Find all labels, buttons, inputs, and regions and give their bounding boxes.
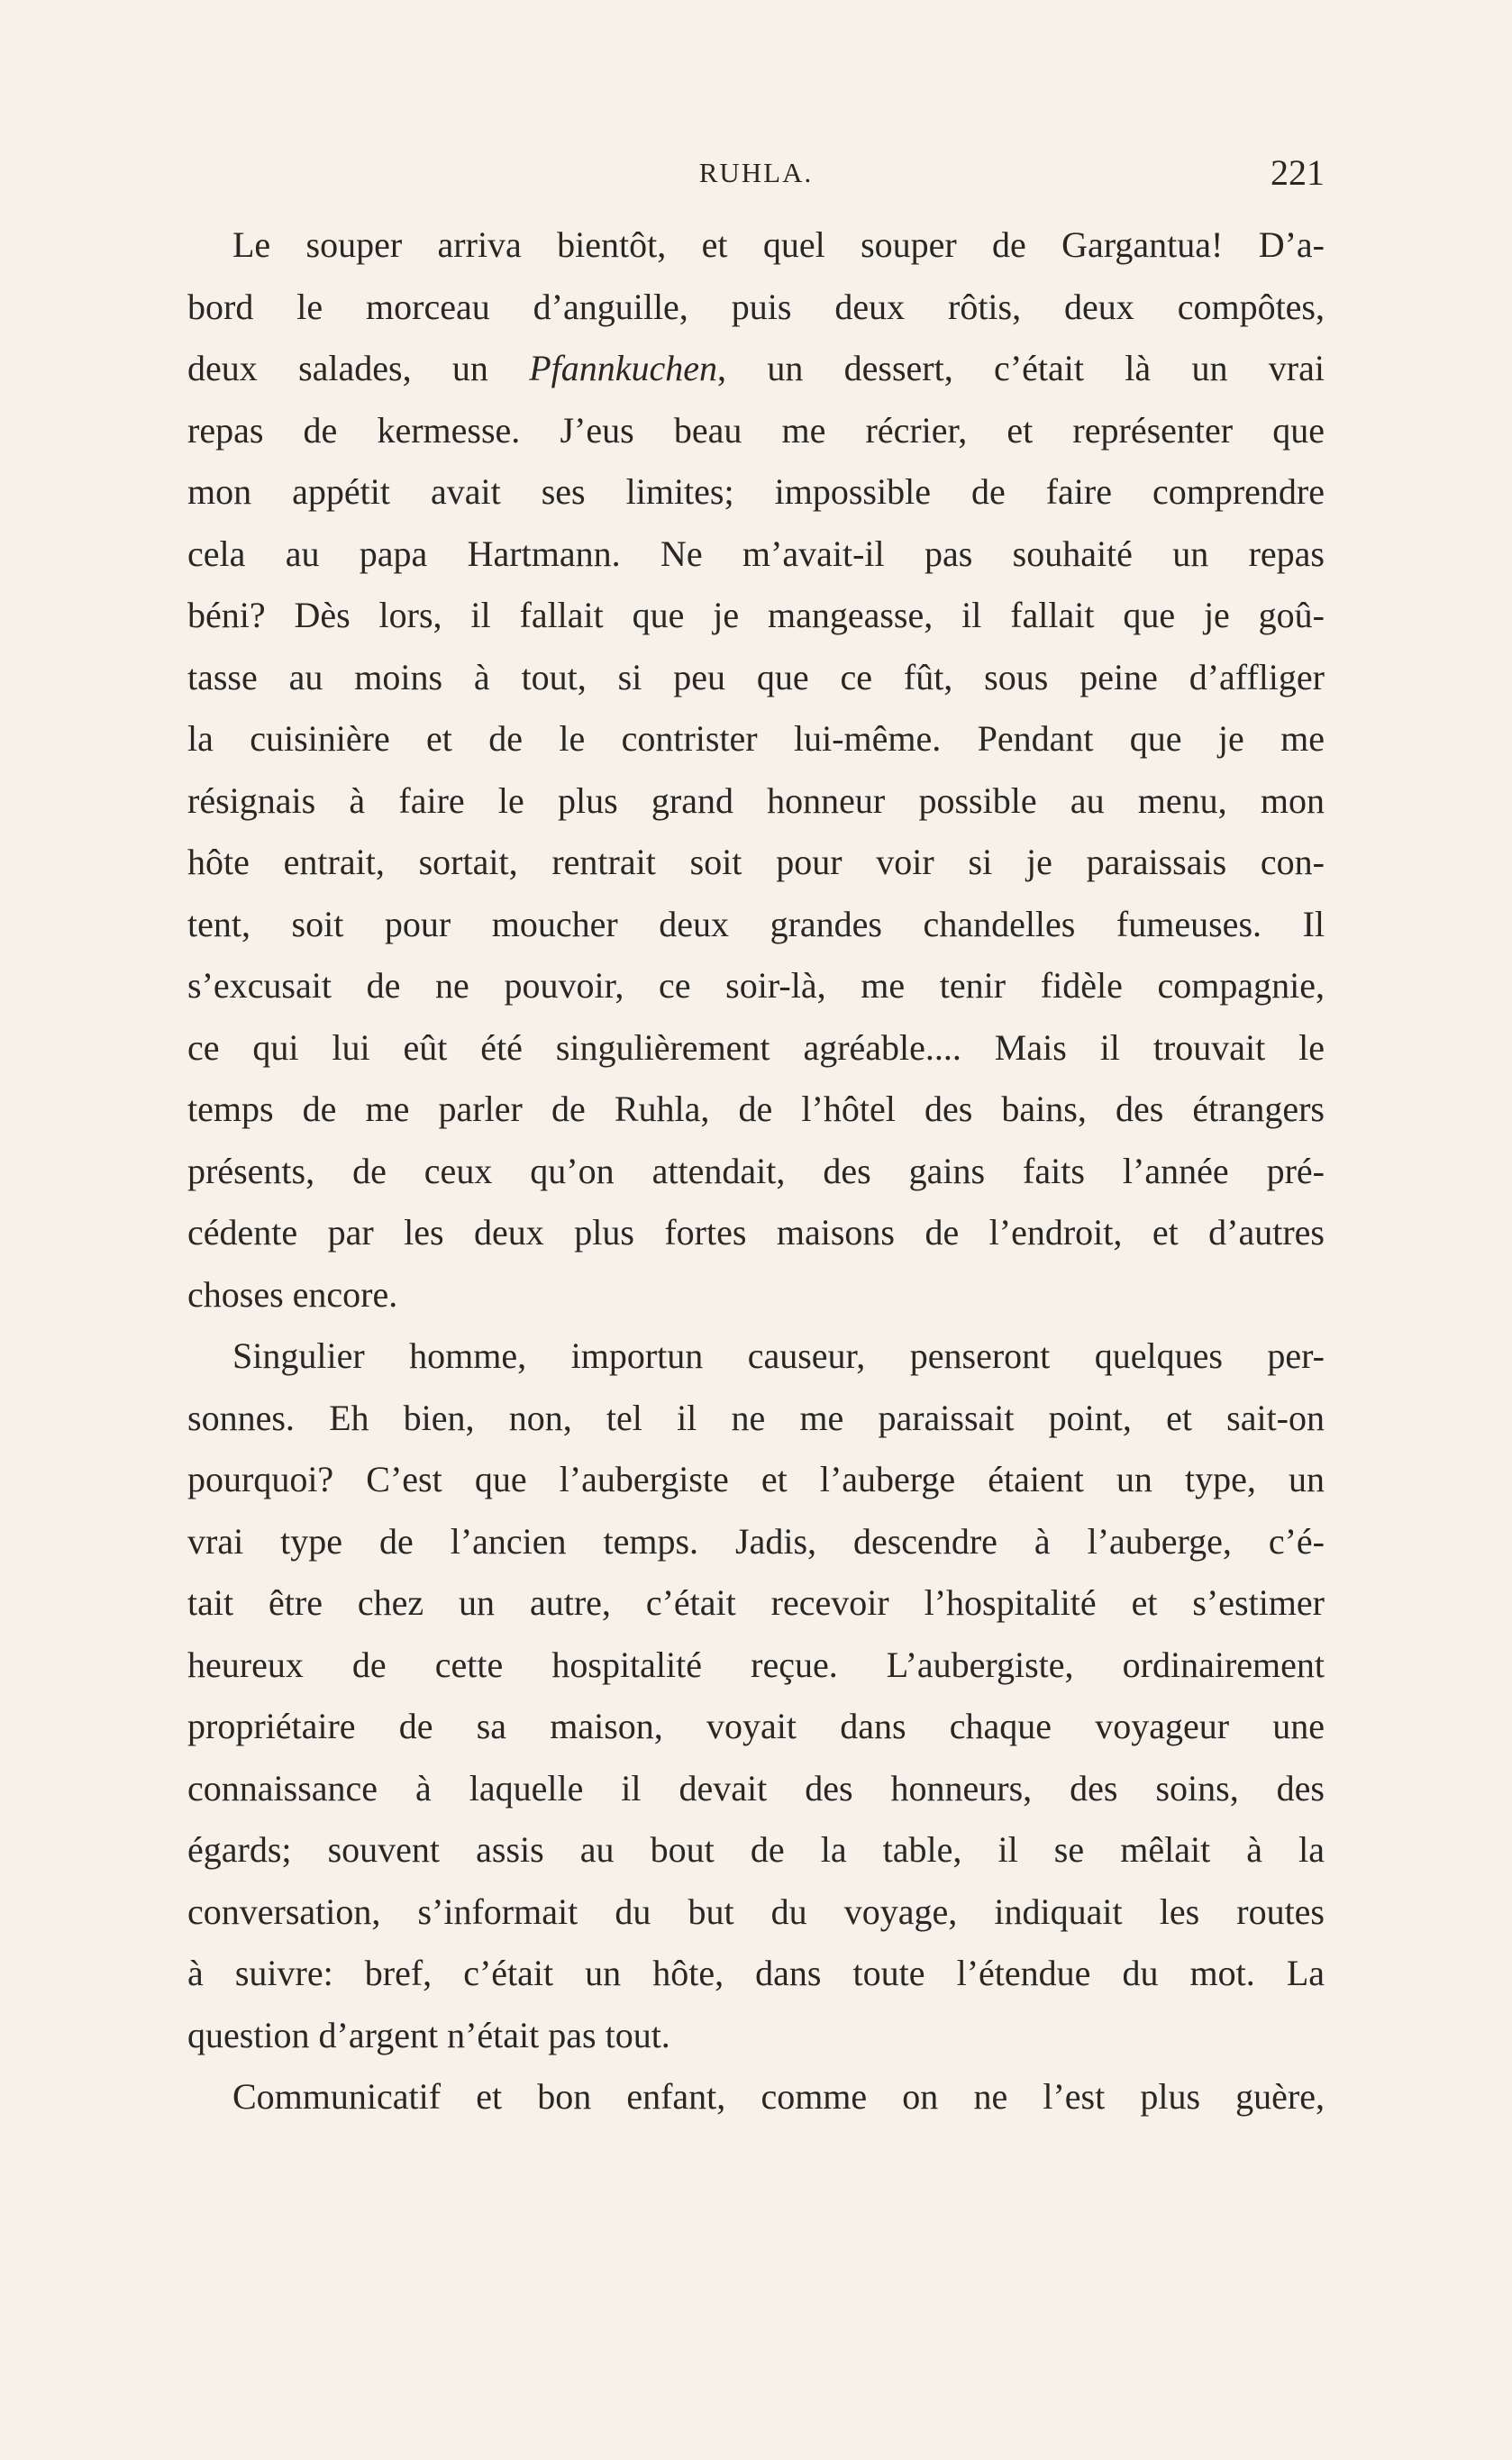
text-line: propriétaire de sa maison, voyait dans chaque voyageur une — [187, 1706, 1325, 1746]
paragraph-1 — [187, 214, 1325, 1326]
text-line: repas de kermesse. J’eus beau me récrier, et représenter que — [187, 409, 1325, 451]
text-line: béni? Dès lors, il fallait que je mangeasse, il fallait que je goû- — [187, 595, 1325, 635]
text-line: s’excusait de ne pouvoir, ce soir-là, me tenir fidèle compagnie, — [187, 965, 1325, 1006]
text-line: bord le morceau d’anguille, puis deux rôtis, deux compôtes, — [187, 286, 1325, 327]
text-line: conversation, s’informait du but du voyage, indiquait les routes — [187, 1891, 1325, 1932]
text-line: connaissance à laquelle il devait des honneurs, des soins, des — [187, 1767, 1325, 1809]
text-span: deux salades, un — [187, 348, 530, 388]
text-line — [187, 338, 1325, 400]
page-header — [187, 151, 1325, 195]
text-line: tait être chez un autre, c’était recevoir l’hospitalité et s’estimer — [187, 1582, 1325, 1623]
text-line: tent, soit pour moucher deux grandes chandelles fumeuses. Il — [187, 903, 1325, 944]
text-line: à suivre: bref, c’était un hôte, dans toute l’étendue du mot. La — [187, 1953, 1325, 1993]
text-line: présents, de ceux qu’on attendait, des gains faits l’année pré- — [187, 1150, 1325, 1191]
text-line: cela au papa Hartmann. Ne m’avait-il pas souhaité un repas — [187, 533, 1325, 574]
text-line: égards; souvent assis au bout de la table, il se mêlait à la — [187, 1829, 1325, 1870]
paragraph-2 — [187, 1326, 1325, 2066]
text-line: la cuisinière et de le contrister lui-même. Pendant que je me — [187, 718, 1325, 759]
text-line: ce qui lui eût été singulièrement agréable.... Mais il trouvait le — [187, 1026, 1325, 1068]
text-line: hôte entrait, sortait, rentrait soit pour voir si je paraissais con- — [187, 842, 1325, 882]
running-head: RUHLA. — [698, 157, 814, 188]
text-line: sonnes. Eh bien, non, tel il ne me paraissait point, et sait-on — [187, 1397, 1325, 1438]
text-line: cédente par les deux plus fortes maisons de l’endroit, et d’autres — [187, 1212, 1325, 1253]
paragraph-3 — [187, 2066, 1325, 2128]
text-line: choses encore. — [187, 1273, 398, 1315]
text-line: tasse au moins à tout, si peu que ce fût, sous peine d’affliger — [187, 656, 1325, 697]
text-line: résignais à faire le plus grand honneur possible au menu, mon — [187, 779, 1325, 821]
text-line: pourquoi? C’est que l’aubergiste et l’auberge étaient un type, un — [187, 1459, 1325, 1499]
text-line: Singulier homme, importun causeur, penseront quelques per- — [232, 1335, 1325, 1376]
text-line: Le souper arriva bientôt, et quel souper de Gargantua! D’a- — [232, 224, 1325, 265]
text-line: temps de me parler de Ruhla, de l’hôtel des bains, des étrangers — [187, 1089, 1325, 1129]
italic-word: Pfannkuchen — [529, 348, 718, 388]
text-line: question d’argent n’était pas tout. — [187, 2014, 670, 2055]
text-line: mon appétit avait ses limites; impossible de faire comprendre — [187, 471, 1325, 512]
text-line: Communicatif et bon enfant, comme on ne l’est plus guère, — [232, 2076, 1325, 2117]
page-number: 221 — [1271, 152, 1325, 193]
body-text — [187, 214, 1325, 2128]
text-line: vrai type de l’ancien temps. Jadis, descendre à l’auberge, c’é- — [187, 1520, 1325, 1562]
text-line: heureux de cette hospitalité reçue. L’aubergiste, ordinairement — [187, 1644, 1325, 1685]
text-span: , un dessert, c’était là un vrai — [717, 348, 1325, 388]
